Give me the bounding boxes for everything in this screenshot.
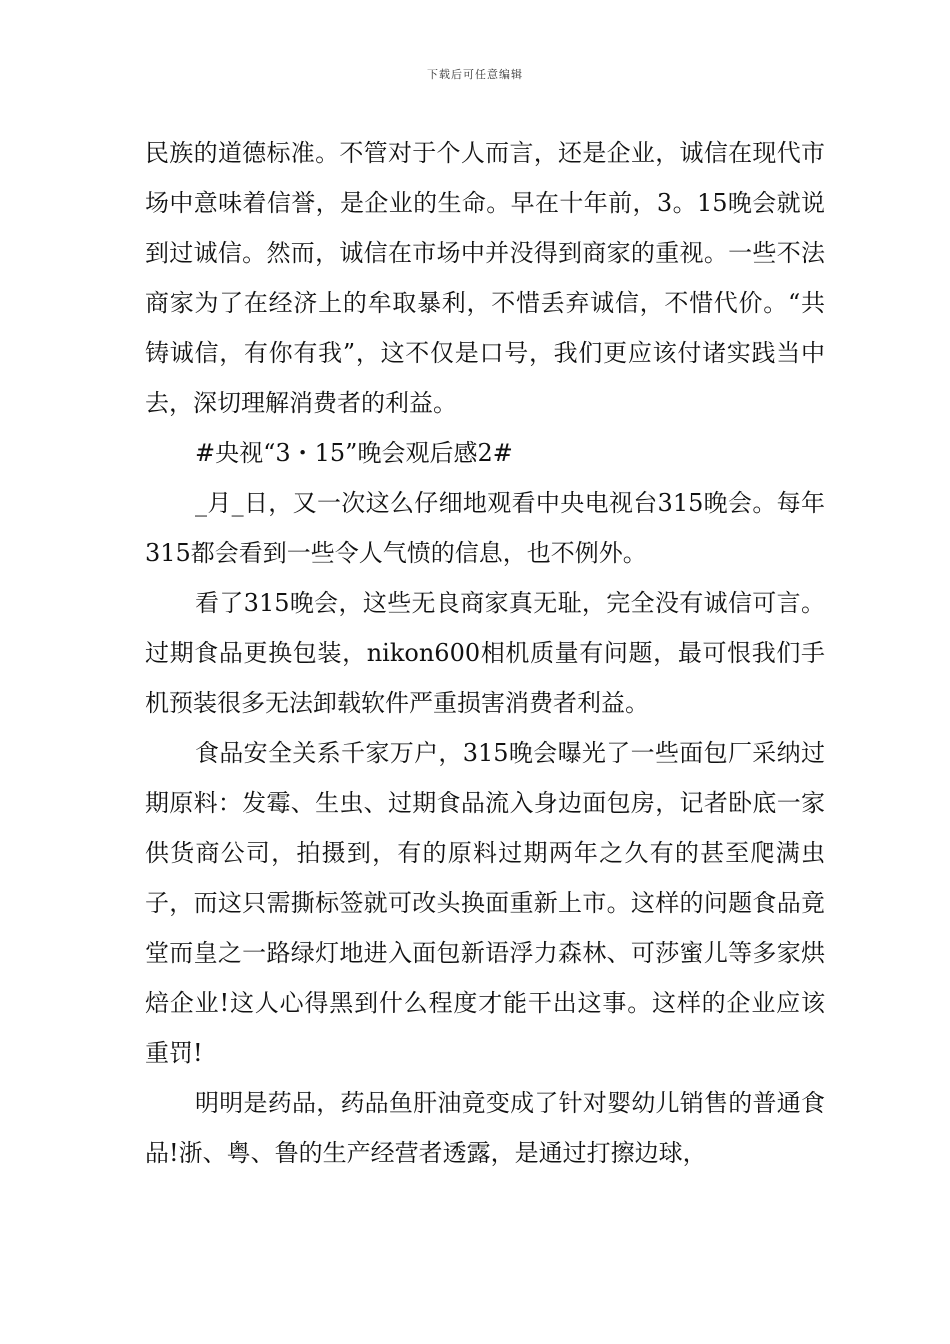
- document-body: [145, 128, 825, 1178]
- paragraph-continuation: 民族的道德标准。不管对于个人而言，还是企业，诚信在现代市场中意味着信誉，是企业的生命。早在十年前，3。15晚会就说到过诚信。然而，诚信在市场中并没得到商家的重视。一些不法商家为了在经济上的牟取暴利，不惜丢弃诚信，不惜代价。“共铸诚信，有你有我”，这不仅是口号，我们更应该付诸实践当中去，深切理解消费者的利益。: [145, 139, 825, 417]
- paragraph: 看了315晚会，这些无良商家真无耻，完全没有诚信可言。过期食品更换包装，nikon600相机质量有问题，最可恨我们手机预装很多无法卸载软件严重损害消费者利益。: [145, 589, 825, 717]
- paragraph: _月_日，又一次这么仔细地观看中央电视台315晚会。每年315都会看到一些令人气愤的信息，也不例外。: [145, 489, 825, 567]
- paragraph: 明明是药品，药品鱼肝油竟变成了针对婴幼儿销售的普通食品!浙、粤、鲁的生产经营者透露，是通过打擦边球，: [145, 1089, 825, 1167]
- page-header: 下载后可任意编辑: [427, 68, 523, 81]
- section-heading: #央视“3・15”晚会观后感2#: [195, 439, 513, 467]
- paragraph: 食品安全关系千家万户，315晚会曝光了一些面包厂采纳过期原料：发霉、生虫、过期食品流入身边面包房，记者卧底一家供货商公司，拍摄到，有的原料过期两年之久有的甚至爬满虫子，而这只需撕标签就可改头换面重新上市。这样的问题食品竟堂而皇之一路绿灯地进入面包新语浮力森林、可莎蜜儿等多家烘焙企业!这人心得黑到什么程度才能干出这事。这样的企业应该重罚!: [145, 739, 825, 1067]
